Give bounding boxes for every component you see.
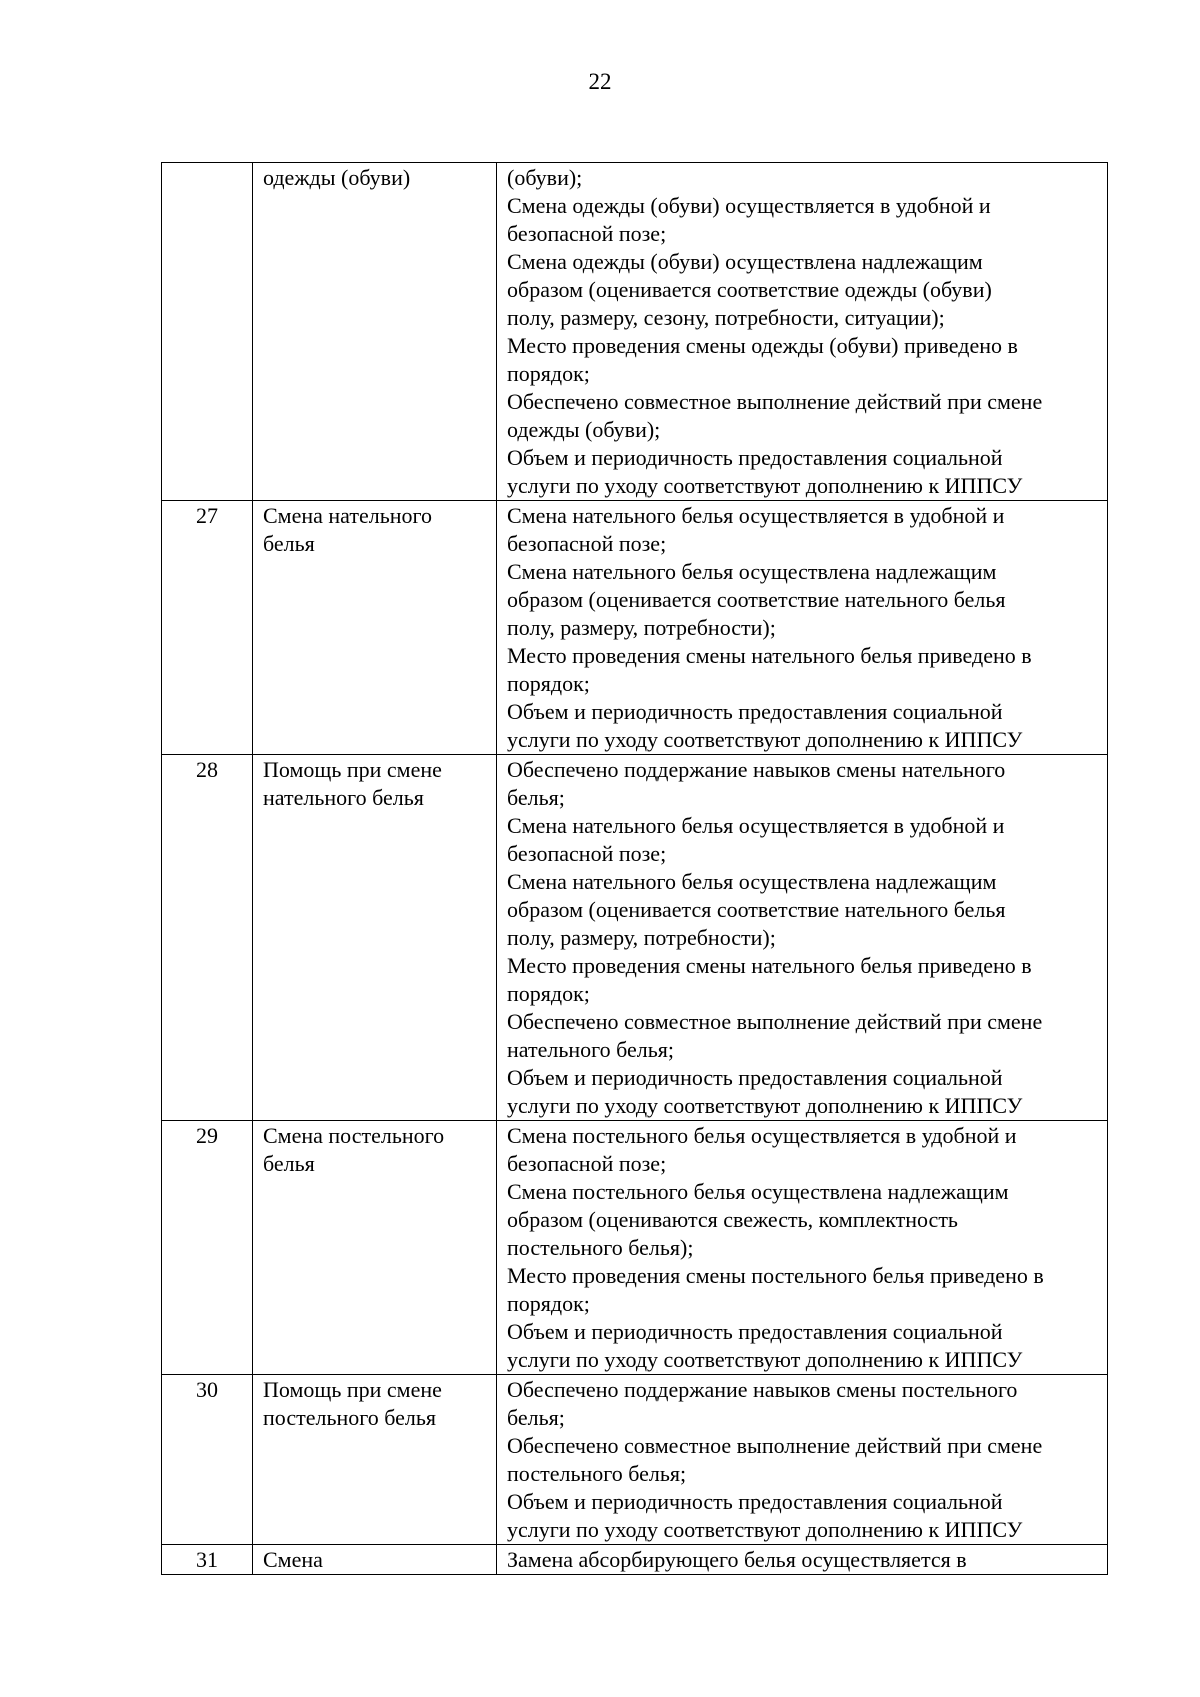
criteria-line: Место проведения смены нательного белья приведено в [507, 953, 1032, 978]
service-name-line: нательного белья [263, 785, 424, 810]
service-name-line: Помощь при смене [263, 1377, 442, 1402]
criteria-line: безопасной позе; [507, 841, 667, 866]
criteria-line: Место проведения смены одежды (обуви) приведено в [507, 333, 1018, 358]
criteria-line: услуги по уходу соответствуют дополнению к ИППСУ [507, 473, 1023, 498]
criteria-line: Обеспечено совместное выполнение действий при смене [507, 1009, 1043, 1034]
service-name-line: постельного белья [263, 1405, 437, 1430]
row-number-cell: 28 [162, 755, 253, 1121]
criteria-line: безопасной позе; [507, 531, 667, 556]
criteria-line: образом (оценивается соответствие нательного белья [507, 897, 1006, 922]
criteria-line: образом (оцениваются свежесть, комплектность [507, 1207, 958, 1232]
criteria-line: Обеспечено поддержание навыков смены нательного [507, 757, 1006, 782]
criteria-line: образом (оценивается соответствие нательного белья [507, 587, 1006, 612]
criteria-cell [497, 1121, 1108, 1375]
criteria-cell [497, 1545, 1108, 1575]
criteria-line: Объем и периодичность предоставления социальной [507, 699, 1003, 724]
criteria-cell [497, 163, 1108, 501]
service-name-cell [253, 755, 497, 1121]
criteria-line: одежды (обуви); [507, 417, 661, 442]
page-number: 22 [588, 69, 612, 94]
table-row [162, 163, 1108, 501]
row-number-cell: 27 [162, 501, 253, 755]
table-row [162, 755, 1108, 1121]
service-name-cell [253, 163, 497, 501]
criteria-line: услуги по уходу соответствуют дополнению к ИППСУ [507, 1347, 1023, 1372]
criteria-line: Смена одежды (обуви) осуществляется в удобной и [507, 193, 991, 218]
criteria-line: услуги по уходу соответствуют дополнению к ИППСУ [507, 727, 1023, 752]
criteria-line: полу, размеру, потребности); [507, 615, 776, 640]
table-row [162, 501, 1108, 755]
criteria-line: белья; [507, 1405, 565, 1430]
service-name-line: одежды (обуви) [263, 165, 411, 190]
table-row [162, 1375, 1108, 1545]
criteria-line: Обеспечено совместное выполнение действий при смене [507, 389, 1043, 414]
service-name-line: Смена [263, 1547, 323, 1572]
criteria-line: Смена нательного белья осуществлена надлежащим [507, 869, 997, 894]
criteria-line: нательного белья; [507, 1037, 675, 1062]
criteria-line: Обеспечено поддержание навыков смены постельного [507, 1377, 1018, 1402]
service-name-line: Помощь при смене [263, 757, 442, 782]
criteria-line: порядок; [507, 671, 590, 696]
criteria-line: Замена абсорбирующего белья осуществляется в [507, 1547, 967, 1572]
criteria-line: Объем и периодичность предоставления социальной [507, 1319, 1003, 1344]
service-name-line: Смена нательного [263, 503, 433, 528]
table-body [162, 163, 1108, 1575]
criteria-line: Смена постельного белья осуществляется в удобной и [507, 1123, 1017, 1148]
service-name-cell [253, 1121, 497, 1375]
service-name-cell [253, 501, 497, 755]
service-name-line: белья [263, 531, 315, 556]
row-number-cell [162, 163, 253, 501]
criteria-line: Смена постельного белья осуществлена надлежащим [507, 1179, 1009, 1204]
criteria-line: постельного белья); [507, 1235, 694, 1260]
table-row [162, 1545, 1108, 1575]
table-row [162, 1121, 1108, 1375]
criteria-line: Объем и периодичность предоставления социальной [507, 1065, 1003, 1090]
criteria-cell [497, 501, 1108, 755]
criteria-cell [497, 755, 1108, 1121]
row-number-cell: 30 [162, 1375, 253, 1545]
criteria-line: полу, размеру, сезону, потребности, ситуации); [507, 305, 945, 330]
criteria-line: услуги по уходу соответствуют дополнению к ИППСУ [507, 1517, 1023, 1542]
service-name-cell [253, 1375, 497, 1545]
criteria-line: порядок; [507, 361, 590, 386]
criteria-line: Смена нательного белья осуществлена надлежащим [507, 559, 997, 584]
criteria-line: Смена нательного белья осуществляется в удобной и [507, 813, 1005, 838]
criteria-line: услуги по уходу соответствуют дополнению к ИППСУ [507, 1093, 1023, 1118]
service-name-cell [253, 1545, 497, 1575]
criteria-line: белья; [507, 785, 565, 810]
criteria-line: Место проведения смены нательного белья приведено в [507, 643, 1032, 668]
criteria-line: Обеспечено совместное выполнение действий при смене [507, 1433, 1043, 1458]
row-number-cell: 31 [162, 1545, 253, 1575]
criteria-line: безопасной позе; [507, 1151, 667, 1176]
criteria-line: порядок; [507, 1291, 590, 1316]
service-name-line: белья [263, 1151, 315, 1176]
criteria-line: постельного белья; [507, 1461, 687, 1486]
criteria-line: Место проведения смены постельного белья приведено в [507, 1263, 1044, 1288]
services-table [161, 162, 1108, 1575]
criteria-line: Смена нательного белья осуществляется в удобной и [507, 503, 1005, 528]
criteria-line: порядок; [507, 981, 590, 1006]
service-name-line: Смена постельного [263, 1123, 445, 1148]
criteria-line: полу, размеру, потребности); [507, 925, 776, 950]
criteria-line: (обуви); [507, 165, 583, 190]
criteria-cell [497, 1375, 1108, 1545]
criteria-line: Объем и периодичность предоставления социальной [507, 1489, 1003, 1514]
criteria-line: образом (оценивается соответствие одежды (обуви) [507, 277, 992, 302]
criteria-line: Смена одежды (обуви) осуществлена надлежащим [507, 249, 983, 274]
criteria-line: Объем и периодичность предоставления социальной [507, 445, 1003, 470]
criteria-line: безопасной позе; [507, 221, 667, 246]
row-number-cell: 29 [162, 1121, 253, 1375]
